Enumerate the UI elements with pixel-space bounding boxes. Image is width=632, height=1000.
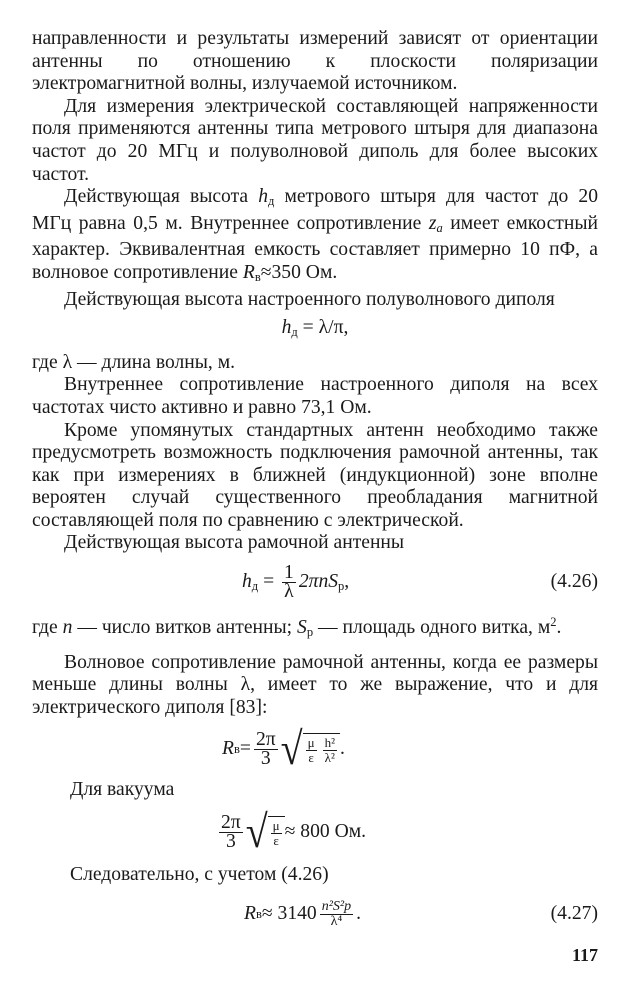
paragraph-loop-height: Действующая высота рамочной антенны [64,532,405,554]
formula-vacuum: $\frac{2\pi}{3}$ √ $\frac{\mu}{\varepsilon}$ ≈ 800 Ом. [221,805,367,858]
paragraph-wavelength: где λ — длина волны, м. [32,351,236,373]
paragraph-wave-resistance: Волновое сопротивление рамочной антенны, когда ее размеры меньше длины волны λ, имеет то же выражение, что и для электрического диполя [83]: [32,651,598,718]
paragraph-effective-height-rod: Действующая высота $h_д$ метрового штыря для частот до 20 МГц равна 0,5 м. Внутреннее сопротивление $z_a$ имеет емкостный характер. Эквивалентная емкость составляет примерно 10 пФ, а волновое сопротивление $R_в\approx 350$ Ом. [32,186,598,284]
paragraph-vacuum: Для вакуума [70,779,175,801]
formula-dipole-height: $h_д = \lambda/\pi$, [281,317,349,340]
page-body [32,28,598,939]
symbol-r: R [242,261,255,283]
paragraph-loop-antenna: Кроме упомянутых стандартных антенн необходимо также предусмотреть возможность подключения рамочной антенны, так как при измерениях в ближней (индукционной) зоне вполне вероятен случай существенного преобладания магнитной составляющей поля по сравнению с электрической. [32,419,598,531]
square-root: √ $\frac{\mu}{\varepsilon}$ [246,812,285,852]
page-number: 117 [571,945,598,965]
paragraph-consequently: Следовательно, с учетом (4.26) [70,864,329,886]
formula-4-26: $h_д$ = $\frac{1}{\lambda}$ 2πnS$_р$, (4.26) [32,559,598,605]
fraction-one-over-lambda: $\frac{1}{\lambda}$ [284,562,294,603]
symbol-h: h [258,186,268,208]
equation-number-4-27: (4.27) [550,902,598,924]
formula-4-27: R в ≈ 3140 $\frac{\text{n²S²р}}{\text{λ⁴}}$ . (4.27) [244,899,598,930]
paragraph-dipole-height: Действующая высота настроенного полуволнового диполя [64,288,555,310]
paragraph-electric-measurement: Для измерения электрической составляющей напряженности поля применяются антенны типа метрового штыря для диапазона частот до 20 МГц и полуволновой диполь для более высоких частот. [32,95,598,185]
square-root: √ $\frac{\mu}{\varepsilon}$ $\frac{\text{h²}}{\text{λ²}}$ [281,729,340,769]
symbol-z: z [428,212,437,234]
paragraph-dipole-resistance: Внутреннее сопротивление настроенного диполя на всех частотах чисто активно и равно 73,1 Ом. [32,374,598,418]
equation-number-4-26: (4.26) [550,571,598,593]
formula-wave-resistance: R в = $\frac{2\pi}{3}$ √ $\frac{\mu}{\varepsilon}$ $\frac{\text{h²}}{\text{λ²}}$ . [222,722,345,775]
paragraph-turns-area: где n — число витков антенны; $S_р$ — площадь одного витка, $м^2$. [32,615,562,640]
paragraph-orientation: направленности и результаты измерений зависят от ориентации антенны по отношению к плоскости поляризации электромагнитной волны, излучаемой источником. [32,28,598,95]
